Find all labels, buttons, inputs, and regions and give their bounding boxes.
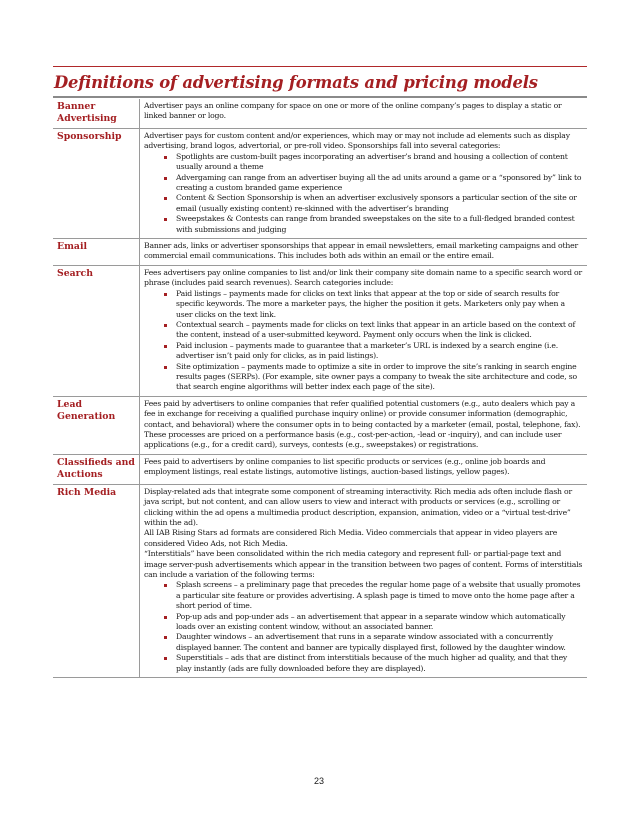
- definition-term: Email: [53, 239, 140, 266]
- definition-bullet-item: Spotlights are custom-built pages incorporating an advertiser’s brand and housing a collection of content usually around a theme: [170, 152, 583, 173]
- definitions-table: [53, 99, 587, 678]
- definition-text: [140, 265, 588, 396]
- definition-paragraph: Fees paid to advertisers by online companies to list specific products or services (e.g., online job boards and employment listings, real estate listings, automotive listings, auction-based listings, yellow pages).: [144, 456, 546, 477]
- definition-row: [53, 484, 587, 677]
- definition-paragraph: Banner ads, links or advertiser sponsorships that appear in email newsletters, email marketing campaigns and other commercial email communications. This includes both ads within an email or the entire email.: [144, 241, 578, 261]
- definition-bullet-item: Daughter windows – an advertisement that runs in a separate window associated with a concurrently displayed banner. The content and banner are typically displayed first, followed by the daughter window.: [170, 632, 583, 653]
- definition-term: Classifieds and Auctions: [53, 454, 140, 484]
- definition-paragraph: Fees paid by advertisers to online companies that refer qualified potential customers (e.g., auto dealers which pay a fee in exchange for receiving a qualified purchase inquiry online) or provide consumer information (demographic, contact, and behavioral) where the consumer opts in to being contacted by a marketer (email, postal, telephone, fax). These processes are priced on a performance basis (e.g., cost-per-action, -lead or -inquiry), and can include user applications (e.g., for a credit card), surveys, contests (e.g., sweepstakes) or registrations.: [144, 398, 581, 450]
- definition-paragraph: “Interstitials” have been consolidated within the rich media category and represent full- or partial-page text and image server-push advertisements which appear in the transition between two pages of content. Forms of interstitials can include a variation of the following terms:: [144, 549, 583, 580]
- definition-row: [53, 99, 587, 129]
- definition-paragraph: Display-related ads that integrate some component of streaming interactivity. Rich media ads often include flash or java script, but not content, and can allow users to view and interact with products or services (e.g., scrolling or clicking within the ad opens a multimedia product description, expansion, animation, video or a “virtual test-drive” within the ad).: [144, 486, 572, 527]
- definition-paragraph: Advertiser pays for custom content and/or experiences, which may or may not include ad elements such as display advertising, brand logos, advertorial, or pre-roll video. Sponsorships fall into several categories:: [144, 131, 570, 151]
- definition-bullet-item: Advergaming can range from an advertiser buying all the ad units around a game or a “sponsored by” link to creating a custom branded game experience: [170, 173, 583, 194]
- definition-bullet-item: Content & Section Sponsorship is when an advertiser exclusively sponsors a particular section of the site or email (usually existing content) re-skinned with the advertiser’s branding: [170, 193, 583, 214]
- definition-text: [140, 99, 588, 129]
- definition-bullet-list: [144, 580, 583, 674]
- title-rule: [53, 96, 587, 98]
- definition-text: [140, 239, 588, 266]
- definition-bullet-item: Paid inclusion – payments made to guarantee that a marketer’s URL is indexed by a search engine (i.e. advertiser isn’t paid only for clicks, as in paid listings).: [170, 341, 583, 362]
- definition-row: [53, 129, 587, 239]
- top-rule: [53, 66, 587, 67]
- definition-term: Lead Generation: [53, 396, 140, 454]
- definition-paragraph: Advertiser pays an online company for space on one or more of the online company’s pages to display a static or linked banner or logo.: [144, 101, 562, 121]
- definition-bullet-item: Superstitials – ads that are distinct from interstitials because of the much higher ad quality, and that they play instantly (ads are fully downloaded before they are displayed).: [170, 653, 583, 674]
- definition-paragraph: All IAB Rising Stars ad formats are considered Rich Media. Video commercials that appear in video players are considered Video Ads, not Rich Media.: [144, 528, 558, 548]
- definition-term: Search: [53, 265, 140, 396]
- definition-row: [53, 396, 587, 454]
- definition-bullet-item: Contextual search – payments made for clicks on text links that appear in an article based on the context of the content, instead of a user-submitted keyword. Payment only occurs when the link is clicked.: [170, 320, 583, 341]
- definition-bullet-item: Splash screens – a preliminary page that precedes the regular home page of a website that usually promotes a particular site feature or provides advertising. A splash page is timed to move onto the home page after a short period of time.: [170, 580, 583, 611]
- definition-bullet-item: Pop-up ads and pop-under ads – an advertisement that appear in a separate window which automatically loads over an existing content window, without an associated banner.: [170, 612, 583, 633]
- definition-term: Rich Media: [53, 484, 140, 677]
- definition-bullet-item: Sweepstakes & Contests can range from branded sweepstakes on the site to a full-fledged branded contest with submissions and judging: [170, 214, 583, 235]
- definition-term: Banner Advertising: [53, 99, 140, 129]
- definition-bullet-list: [144, 289, 583, 393]
- definition-paragraph: Fees advertisers pay online companies to list and/or link their company site domain name to a specific search word or phrase (includes paid search revenues). Search categories include:: [144, 267, 582, 288]
- definitions-table-body: [53, 99, 587, 678]
- definition-text: [140, 454, 588, 484]
- definition-bullet-list: [144, 152, 583, 235]
- definition-bullet-item: Paid listings – payments made for clicks on text links that appear at the top or side of search results for specific keywords. The more a marketer pays, the higher the position it gets. Marketers only pay when a user clicks on the text link.: [170, 289, 583, 320]
- definition-row: [53, 265, 587, 396]
- page-title: Definitions of advertising formats and pricing models: [54, 73, 538, 92]
- definition-bullet-item: Site optimization – payments made to optimize a site in order to improve the site’s ranking in search engine results pages (SERPs). (For example, site owner pays a company to tweak the site architecture and code, so that search engine algorithms will better index each page of the site).: [170, 362, 583, 393]
- definition-row: [53, 239, 587, 266]
- definition-row: [53, 454, 587, 484]
- definition-text: [140, 396, 588, 454]
- definition-term: Sponsorship: [53, 129, 140, 239]
- definition-text: [140, 484, 588, 677]
- page-number: 23: [313, 776, 324, 786]
- definition-text: [140, 129, 588, 239]
